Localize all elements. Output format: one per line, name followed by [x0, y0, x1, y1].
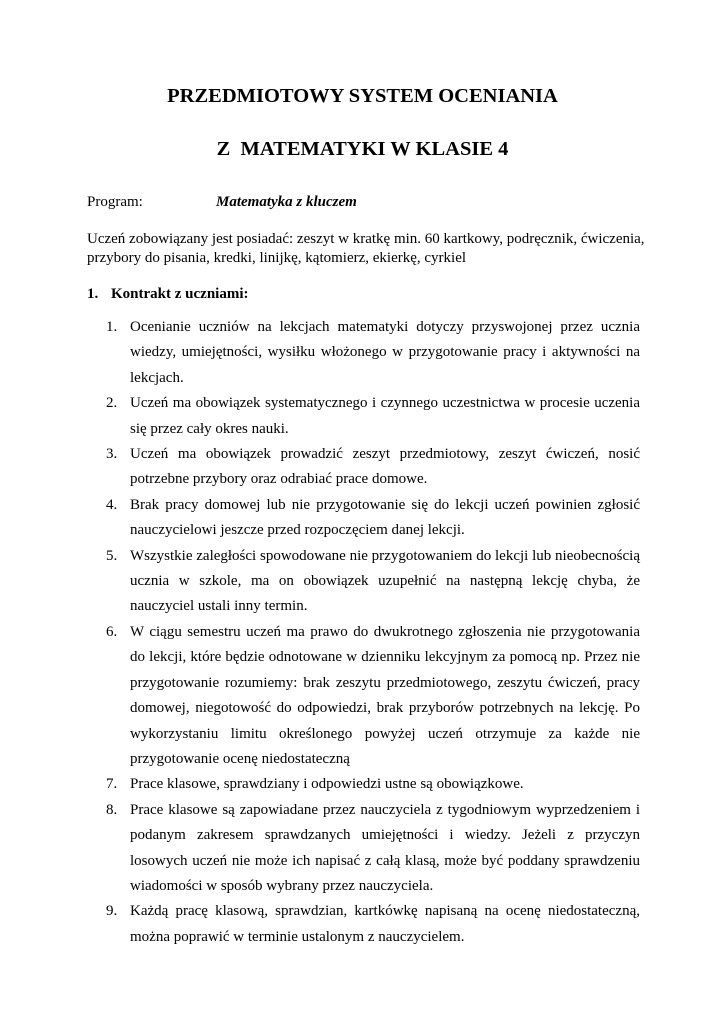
page-subtitle: Z MATEMATYKI W KLASIE 4: [216, 138, 509, 160]
program-value: Matematyka z kluczem: [216, 194, 357, 210]
list-item-text: W ciągu semestru uczeń ma prawo do dwukrotnego zgłoszenia nie przygotowania do lekcji, które będzie odnotowane w dzienniku lekcyjnym za pomocą np. Przez nie przygotowanie rozumiemy: brak zeszytu przedmiotowego, zeszytu ćwiczeń, pracy domowej, niegotowość do odpowiedzi, brak przyborów potrzebnych na lekcję. Po wykorzystaniu limitu określonego powyżej uczeń otrzymuje za każde nie przygotowanie ocenę niedostateczną: [130, 623, 640, 767]
section-heading-text: Kontrakt z uczniami:: [111, 286, 249, 302]
requirements-paragraph: Uczeń zobowiązany jest posiadać: zeszyt w kratkę min. 60 kartkowy, podręcznik, ćwiczenia, przybory do pisania, kredki, linijkę, kątomierz, ekierkę, cyrkiel: [87, 231, 645, 266]
list-item: [106, 442, 640, 493]
list-item-number: 2.: [106, 395, 118, 412]
list-item-text: Każdą pracę klasową, sprawdzian, kartkówkę napisaną na ocenę niedostateczną, można poprawić w terminie ustalonym z nauczycielem.: [130, 903, 640, 945]
list-item-number: 1.: [106, 319, 118, 335]
list-item: [106, 772, 640, 797]
list-item: [106, 391, 640, 442]
page-title: PRZEDMIOTOWY SYSTEM OCENIANIA: [167, 85, 558, 107]
list-item-text: Uczeń ma obowiązek prowadzić zeszyt przedmiotowy, zeszyt ćwiczeń, nosić potrzebne przybory oraz odrabiać prace domowe.: [130, 446, 640, 488]
list-item-number: 6.: [106, 623, 118, 640]
list-item: [106, 798, 640, 900]
list-item-text: Ocenianie uczniów na lekcjach matematyki dotyczy przyswojonej przez ucznia wiedzy, umiejętności, wysiłku włożonego w przygotowanie pracy i aktywności na lekcjach.: [130, 319, 640, 386]
list-item-number: 5.: [106, 547, 118, 564]
rules-list: [106, 315, 640, 950]
list-item: [106, 493, 640, 544]
list-item-number: 9.: [106, 903, 118, 920]
list-item-number: 3.: [106, 446, 118, 463]
list-item-text: Wszystkie zaległości spowodowane nie przygotowaniem do lekcji lub nieobecnością ucznia w szkole, ma on obowiązek uzupełnić na następną lekcję chyba, że nauczyciel ustali inny termin.: [130, 547, 640, 615]
section-number: 1.: [87, 286, 99, 302]
list-item-text: Uczeń ma obowiązek systematycznego i czynnego uczestnictwa w procesie uczenia się przez cały okres nauki.: [130, 395, 640, 437]
list-item-text: Prace klasowe, sprawdziany i odpowiedzi ustne są obowiązkowe.: [130, 776, 524, 793]
list-item-text: Prace klasowe są zapowiadane przez nauczyciela z tygodniowym wyprzedzeniem i podanym zakresem sprawdzanych umiejętności i wiedzy. Jeżeli z przyczyn losowych uczeń nie może ich napisać z całą klasą, może być poddany sprawdzeniu wiadomości w sposób wybrany przez nauczyciela.: [130, 801, 640, 894]
list-item-text: Brak pracy domowej lub nie przygotowanie się do lekcji uczeń powinien zgłosić nauczycielowi jeszcze przed rozpoczęciem danej lekcji.: [130, 496, 640, 539]
list-item-number: 4.: [106, 496, 118, 513]
list-item: [106, 899, 640, 950]
list-item-number: 7.: [106, 776, 118, 793]
section-heading: [87, 286, 248, 303]
list-item: [106, 620, 640, 772]
program-label: Program:: [87, 194, 143, 210]
list-item: [106, 315, 640, 391]
list-item: [106, 544, 640, 620]
list-item-number: 8.: [106, 801, 118, 818]
